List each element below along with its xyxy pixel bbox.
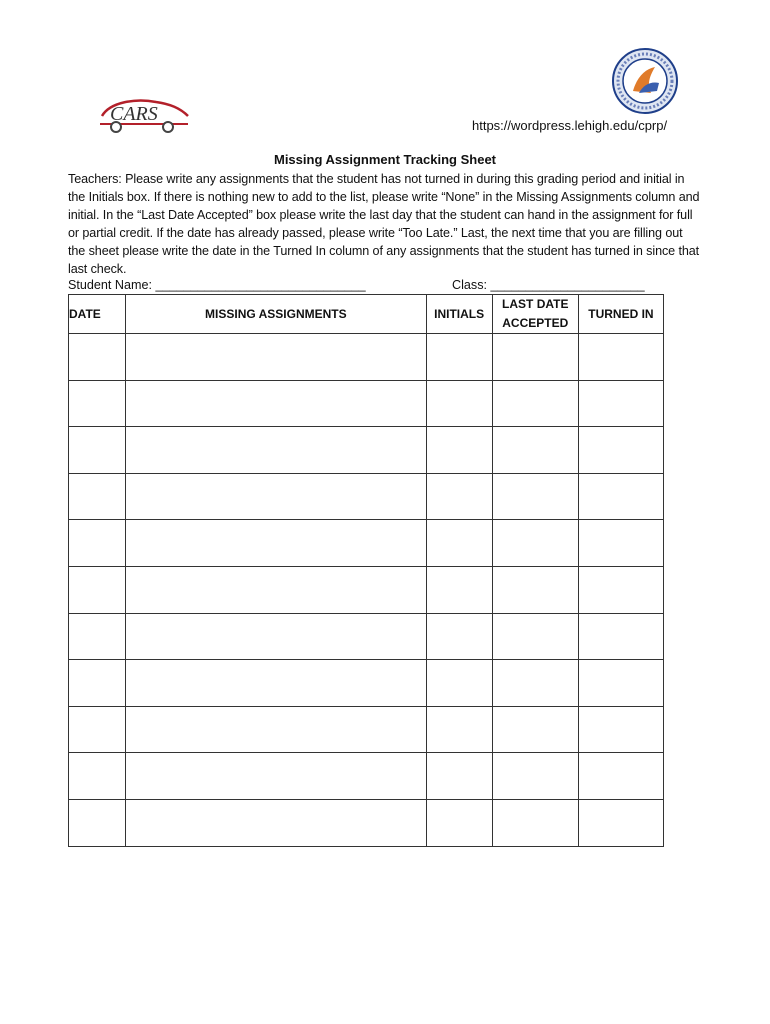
- table-row: [69, 660, 664, 707]
- last-date-accepted-cell[interactable]: [492, 334, 578, 381]
- tracking-table: [68, 294, 664, 847]
- last-date-accepted-cell[interactable]: [492, 613, 578, 660]
- initials-cell[interactable]: [426, 427, 492, 474]
- table-row: [69, 799, 664, 846]
- last-date-accepted-cell[interactable]: [492, 706, 578, 753]
- date-cell[interactable]: [69, 520, 126, 567]
- turned-in-cell[interactable]: [578, 753, 663, 800]
- initials-cell[interactable]: [426, 520, 492, 567]
- date-cell[interactable]: [69, 799, 126, 846]
- turned-in-cell[interactable]: [578, 613, 663, 660]
- last-date-accepted-cell[interactable]: [492, 566, 578, 613]
- missing-assignment-cell[interactable]: [126, 520, 427, 567]
- header-date: DATE: [69, 295, 126, 334]
- missing-assignment-cell[interactable]: [126, 566, 427, 613]
- missing-assignment-cell[interactable]: [126, 660, 427, 707]
- turned-in-cell[interactable]: [578, 566, 663, 613]
- last-date-accepted-cell[interactable]: [492, 799, 578, 846]
- initials-cell[interactable]: [426, 799, 492, 846]
- table-row: [69, 566, 664, 613]
- missing-assignment-cell[interactable]: [126, 427, 427, 474]
- date-cell[interactable]: [69, 334, 126, 381]
- instructions-block: [68, 170, 700, 278]
- page-title: Missing Assignment Tracking Sheet: [273, 152, 496, 167]
- last-date-accepted-cell[interactable]: [492, 427, 578, 474]
- last-date-accepted-cell[interactable]: [492, 753, 578, 800]
- table-row: [69, 427, 664, 474]
- initials-cell[interactable]: [426, 566, 492, 613]
- university-seal-logo: [611, 47, 679, 115]
- turned-in-cell[interactable]: [578, 380, 663, 427]
- table-header-row: [69, 295, 664, 334]
- missing-assignment-cell[interactable]: [126, 613, 427, 660]
- cars-logo-text: CARS: [110, 103, 158, 125]
- turned-in-cell[interactable]: [578, 799, 663, 846]
- table-row: [69, 334, 664, 381]
- header-turned-in: TURNED IN: [578, 295, 663, 334]
- initials-cell[interactable]: [426, 660, 492, 707]
- table-row: [69, 613, 664, 660]
- date-cell[interactable]: [69, 753, 126, 800]
- instructions-text: Teachers: Please write any assignments that the student has not turned in during this grading period and initial in the Initials box. If there is nothing new to add to the list, please write “None” in the Missing Assignments column and initial. In the “Last Date Accepted” box please write the last day that the student can hand in the assignment for full or partial credit. If the date has already passed, please write “Too Late.” Last, the next time that you are filling out the sheet please write the date in the Turned In column of any assignments that the student has turned in since that last check.: [68, 172, 700, 276]
- header-initials: INITIALS: [426, 295, 492, 334]
- turned-in-cell[interactable]: [578, 427, 663, 474]
- missing-assignment-cell[interactable]: [126, 473, 427, 520]
- missing-assignment-cell[interactable]: [126, 706, 427, 753]
- table-row: [69, 753, 664, 800]
- header-last-date-line1: LAST DATE: [502, 297, 569, 311]
- last-date-accepted-cell[interactable]: [492, 520, 578, 567]
- table-row: [69, 473, 664, 520]
- table-row: [69, 706, 664, 753]
- table-row: [69, 520, 664, 567]
- missing-assignment-cell[interactable]: [126, 334, 427, 381]
- website-url[interactable]: https://wordpress.lehigh.edu/cprp/: [472, 118, 668, 133]
- turned-in-cell[interactable]: [578, 520, 663, 567]
- date-cell[interactable]: [69, 706, 126, 753]
- last-date-accepted-cell[interactable]: [492, 473, 578, 520]
- initials-cell[interactable]: [426, 473, 492, 520]
- date-cell[interactable]: [69, 473, 126, 520]
- turned-in-cell[interactable]: [578, 706, 663, 753]
- initials-cell[interactable]: [426, 334, 492, 381]
- missing-assignment-cell[interactable]: [126, 799, 427, 846]
- date-cell[interactable]: [69, 380, 126, 427]
- date-cell[interactable]: [69, 660, 126, 707]
- table-row: [69, 380, 664, 427]
- cars-logo: [96, 94, 192, 134]
- header-last-date-line2: ACCEPTED: [502, 316, 569, 330]
- class-field[interactable]: Class: ______________________: [452, 278, 645, 292]
- initials-cell[interactable]: [426, 706, 492, 753]
- date-cell[interactable]: [69, 427, 126, 474]
- turned-in-cell[interactable]: [578, 334, 663, 381]
- turned-in-cell[interactable]: [578, 473, 663, 520]
- initials-cell[interactable]: [426, 380, 492, 427]
- initials-cell[interactable]: [426, 753, 492, 800]
- student-name-field[interactable]: Student Name: ______________________________: [68, 278, 366, 292]
- header-last-date-accepted: [492, 295, 578, 334]
- date-cell[interactable]: [69, 566, 126, 613]
- turned-in-cell[interactable]: [578, 660, 663, 707]
- initials-cell[interactable]: [426, 613, 492, 660]
- missing-assignment-cell[interactable]: [126, 380, 427, 427]
- last-date-accepted-cell[interactable]: [492, 660, 578, 707]
- last-date-accepted-cell[interactable]: [492, 380, 578, 427]
- missing-assignment-cell[interactable]: [126, 753, 427, 800]
- date-cell[interactable]: [69, 613, 126, 660]
- header-missing-assignments: MISSING ASSIGNMENTS: [126, 295, 427, 334]
